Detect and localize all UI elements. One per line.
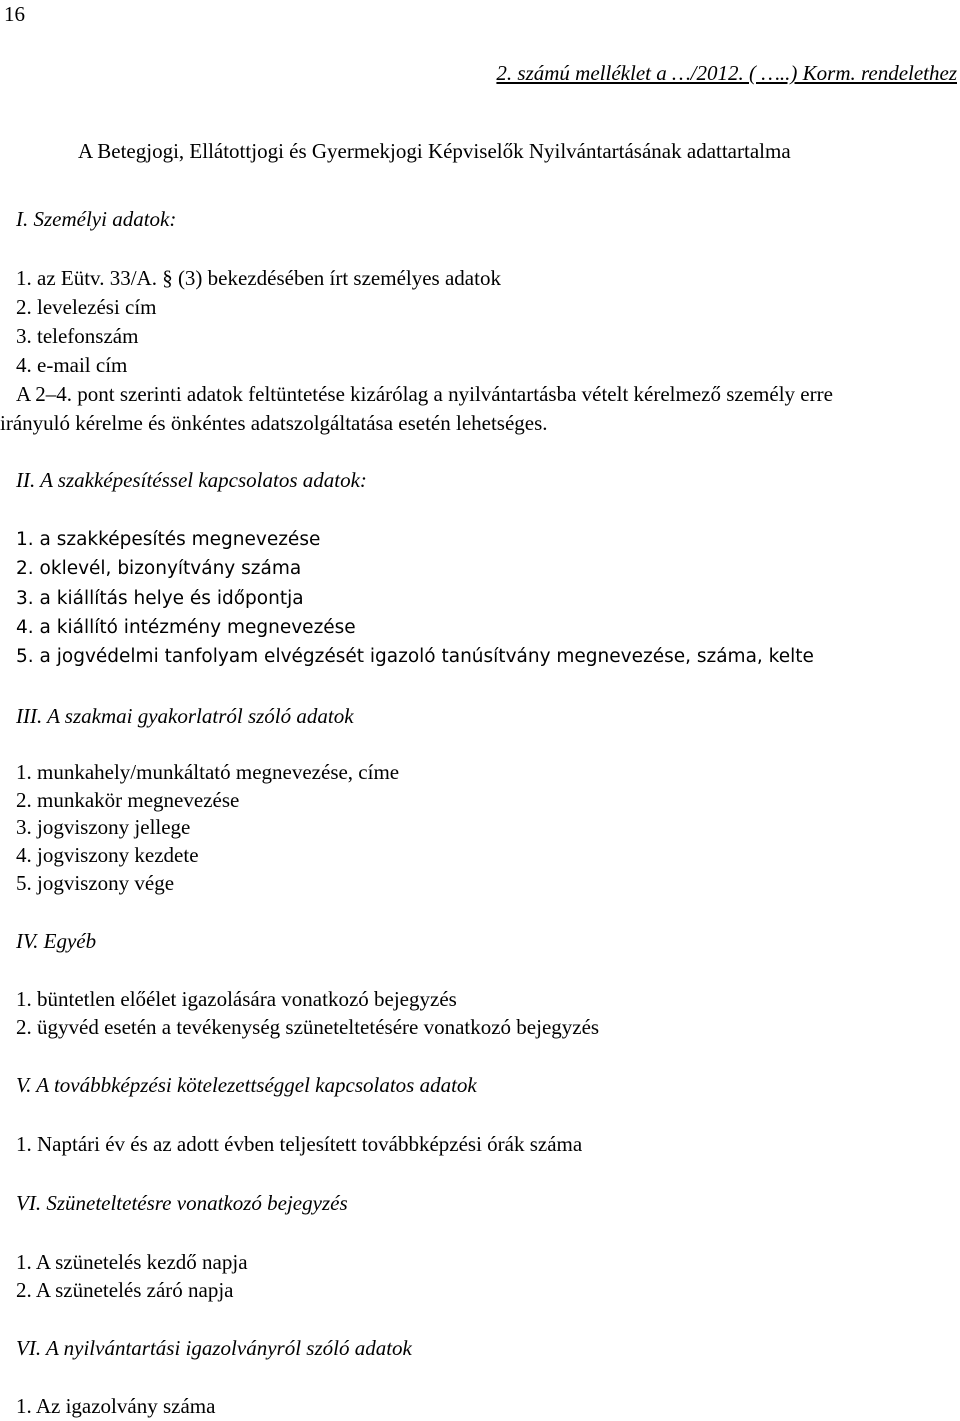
section-1-item: 3. telefonszám xyxy=(16,324,139,348)
section-4-heading: IV. Egyéb xyxy=(16,929,97,953)
section-7-heading: VI. A nyilvántartási igazolványról szóló adatok xyxy=(16,1336,412,1360)
section-1-note-line-2: irányuló kérelme és önkéntes adatszolgáltatása esetén lehetséges. xyxy=(0,411,548,435)
section-6-item: 1. A szünetelés kezdő napja xyxy=(16,1250,248,1274)
section-3-item: 5. jogviszony vége xyxy=(16,871,175,895)
section-3-item: 1. munkahely/munkáltató megnevezése, címe xyxy=(16,760,400,784)
section-3-heading: III. A szakmai gyakorlatról szóló adatok xyxy=(16,704,354,728)
section-3-item: 3. jogviszony jellege xyxy=(16,815,191,839)
section-2-item: 5. a jogvédelmi tanfolyam elvégzését igazoló tanúsítvány megnevezése, száma, kelte xyxy=(16,646,814,667)
main-title: A Betegjogi, Ellátottjogi és Gyermekjogi Képviselők Nyilvántartásának adattartalma xyxy=(78,139,791,163)
section-2-item: 1. a szakképesítés megnevezése xyxy=(16,529,321,550)
section-2-item: 2. oklevél, bizonyítvány száma xyxy=(16,558,302,579)
page-number: 16 xyxy=(4,2,25,26)
section-4-item: 2. ügyvéd esetén a tevékenység szüneteltetésére vonatkozó bejegyzés xyxy=(16,1015,600,1039)
section-1-note-line-1: A 2‒4. pont szerinti adatok feltüntetése kizárólag a nyilvántartásba vételt kérelmező személy erre xyxy=(16,382,833,406)
section-2-item: 3. a kiállítás helye és időpontja xyxy=(16,588,304,609)
section-3-item: 4. jogviszony kezdete xyxy=(16,843,199,867)
section-3-item: 2. munkakör megnevezése xyxy=(16,788,240,812)
section-7-item: 1. Az igazolvány száma xyxy=(16,1394,216,1418)
section-6-heading: VI. Szüneteltetésre vonatkozó bejegyzés xyxy=(16,1191,348,1215)
section-1-heading: I. Személyi adatok: xyxy=(16,207,177,231)
section-6-item: 2. A szünetelés záró napja xyxy=(16,1278,234,1302)
section-1-item: 2. levelezési cím xyxy=(16,295,157,319)
section-5-heading: V. A továbbképzési kötelezettséggel kapcsolatos adatok xyxy=(16,1073,477,1097)
annex-title: 2. számú melléklet a …/2012. ( …..) Korm. rendelethez xyxy=(496,61,957,85)
section-5-item: 1. Naptári év és az adott évben teljesített továbbképzési órák száma xyxy=(16,1132,583,1156)
section-4-item: 1. büntetlen előélet igazolására vonatkozó bejegyzés xyxy=(16,987,457,1011)
section-2-item: 4. a kiállító intézmény megnevezése xyxy=(16,617,356,638)
section-1-item: 4. e-mail cím xyxy=(16,353,128,377)
section-1-item: 1. az Eütv. 33/A. § (3) bekezdésében írt személyes adatok xyxy=(16,266,501,290)
section-2-heading: II. A szakképesítéssel kapcsolatos adatok: xyxy=(16,468,367,492)
